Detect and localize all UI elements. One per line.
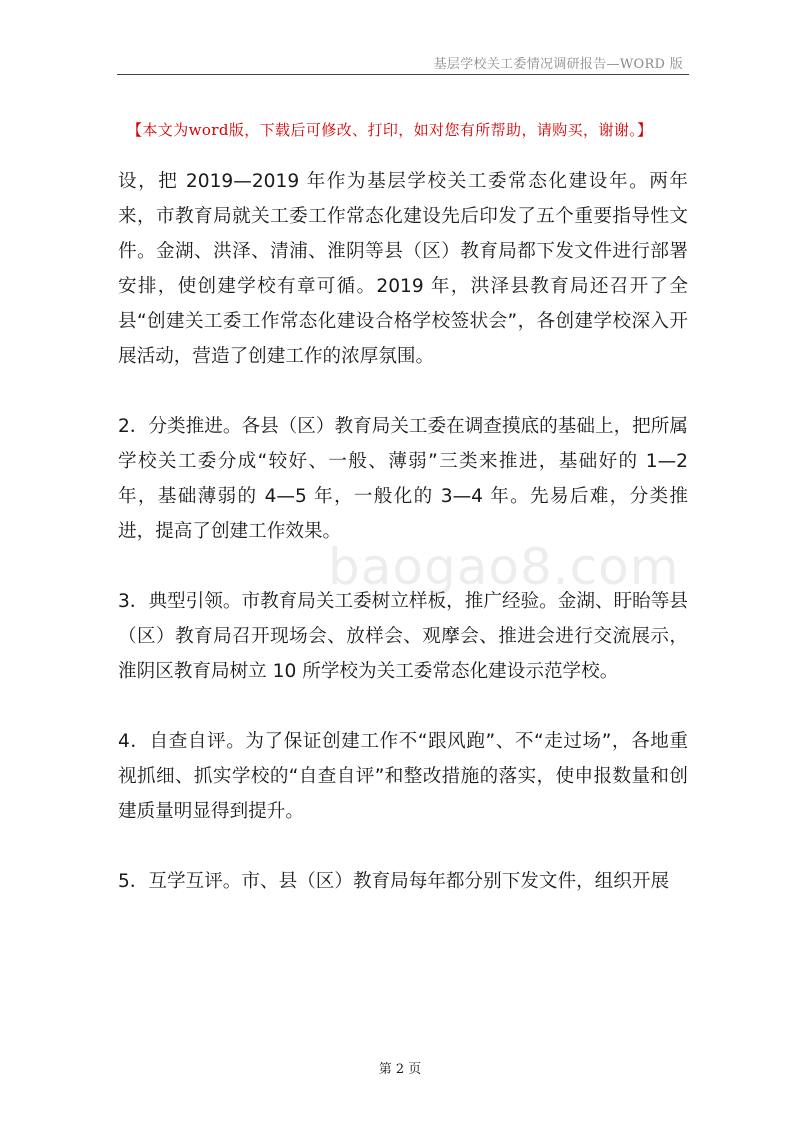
paragraph-2: 2．分类推进。各县（区）教育局关工委在调查摸底的基础上，把所属学校关工委分成“较好、一般、薄弱”三类来推进，基础好的 1—2 年，基础薄弱的 4—5 年，一般化的 3—4 年。先易后难，分类推进，提高了创建工作效果。 <box>118 416 688 542</box>
document-body <box>118 164 688 899</box>
paragraph-gap <box>118 374 688 409</box>
paragraph-gap <box>118 549 688 584</box>
header-rule <box>117 74 689 75</box>
paragraph-3: 3．典型引领。市教育局关工委树立样板，推广经验。金湖、盱眙等县（区）教育局召开现场会、放样会、观摩会、推进会进行交流展示，淮阴区教育局树立 10 所学校为关工委常态化建设示范学校。 <box>118 591 688 682</box>
page-number: 第 2 页 <box>378 1062 422 1077</box>
paragraph-intro: 设，把 2019—2019 年作为基层学校关工委常态化建设年。两年来，市教育局就关工委工作常态化建设先后印发了五个重要指导性文件。金湖、洪泽、清浦、淮阴等县（区）教育局都下发文件进行部署安排，使创建学校有章可循。2019 年，洪泽县教育局还召开了全县“创建关工委工作常态化建设合格学校签状会”，各创建学校深入开展活动，营造了创建工作的浓厚氛围。 <box>118 171 688 367</box>
paragraph-gap <box>118 829 688 864</box>
paragraph-gap <box>118 689 688 724</box>
watermark: baogao8.com <box>328 538 680 596</box>
paragraph-5: 5．互学互评。市、县（区）教育局每年都分别下发文件，组织开展 <box>118 871 670 892</box>
running-header: 基层学校关工委情况调研报告—WORD 版 <box>433 57 683 72</box>
download-notice: 【本文为word版，下载后可修改、打印，如对您有所帮助，请购买，谢谢。】 <box>127 121 653 139</box>
paragraph-4: 4．自查自评。为了保证创建工作不“跟风跑”、不“走过场”，各地重视抓细、抓实学校的“自查自评”和整改措施的落实，使申报数量和创建质量明显得到提升。 <box>118 731 688 822</box>
